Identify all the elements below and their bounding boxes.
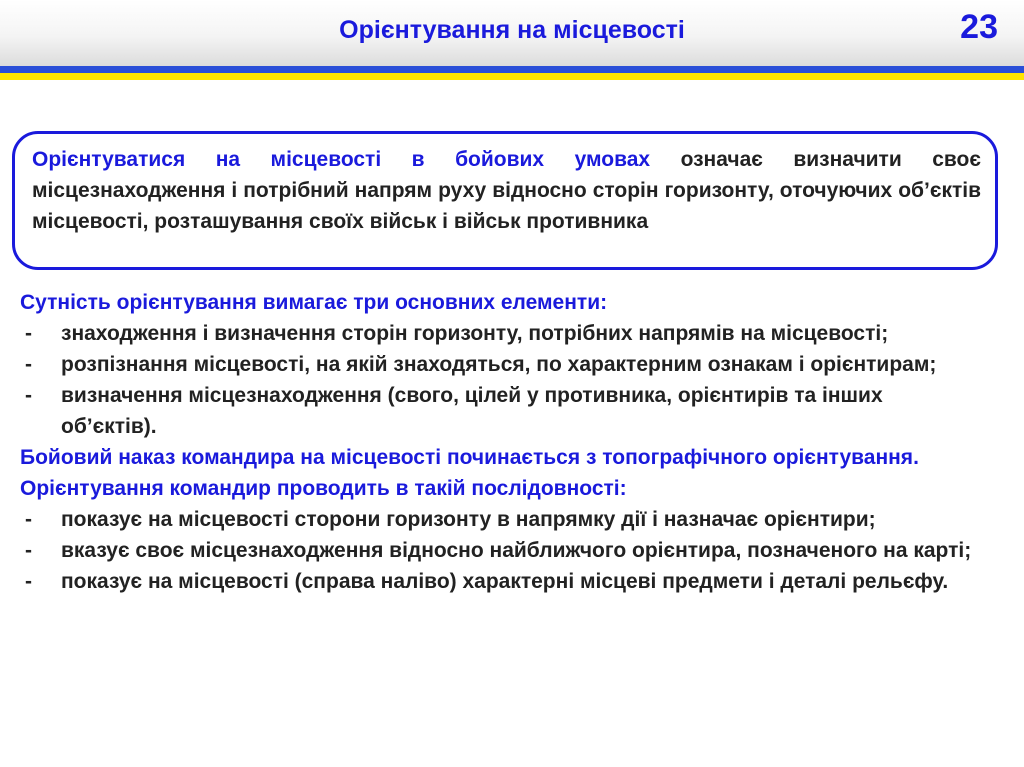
list-item-text: показує на місцевості сторони горизонту в напрямку дії і назначає орієнтири;: [61, 508, 876, 531]
definition-box: [12, 131, 998, 270]
list-item-text: показує на місцевості (справа наліво) характерні місцеві предмети і деталі рельєфу.: [61, 570, 949, 593]
list-item: [20, 535, 980, 566]
header-stripe-blue: [0, 66, 1024, 73]
list-item-text: знаходження і визначення сторін горизонту, потрібних напрямів на місцевості;: [61, 322, 889, 345]
list-item: [20, 566, 980, 597]
bullet-dash: -: [25, 570, 32, 593]
list-item: [20, 504, 980, 535]
list-item: [20, 318, 980, 349]
bullet-dash: -: [25, 508, 32, 531]
list-item-text: визначення місцезнаходження (свого, цілей у противника, орієнтирів та інших об’єктів).: [61, 384, 883, 438]
header-stripe-yellow: [0, 73, 1024, 80]
section1-heading: Сутність орієнтування вимагає три основних елементи:: [20, 291, 608, 314]
list-item-text: вказує своє місцезнаходження відносно найближчого орієнтира, позначеного на карті;: [61, 539, 972, 562]
list-item: [20, 349, 980, 380]
bullet-dash: -: [25, 384, 32, 407]
slide-number: 23: [960, 8, 998, 46]
slide-content: [20, 287, 980, 597]
slide-header: [0, 0, 1024, 66]
bullet-dash: -: [25, 539, 32, 562]
slide-title: Орієнтування на місцевості: [339, 16, 685, 44]
list-item-text: розпізнання місцевості, на якій знаходяться, по характерним ознакам і орієнтирам;: [61, 353, 937, 376]
bullet-dash: -: [25, 322, 32, 345]
definition-lead: Орієнтуватися на місцевості в бойових умовах: [32, 148, 651, 171]
definition-text: означає визначити своє місцезнаходження і потрібний напрям руху відносно сторін горизонту, оточуючих об’єктів місцевості, розташування своїх військ і військ противника: [32, 148, 981, 233]
bullet-dash: -: [25, 353, 32, 376]
section2-heading: Бойовий наказ командира на місцевості починається з топографічного орієнтування. Орієнтування командир проводить в такій послідовності:: [20, 446, 919, 500]
list-item: [20, 380, 980, 442]
